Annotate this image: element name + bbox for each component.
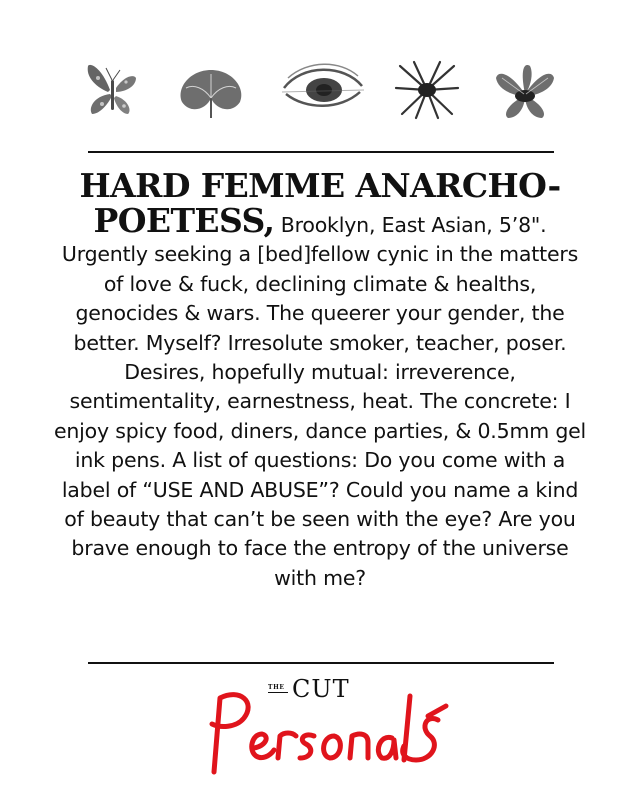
bottom-divider [88, 662, 554, 664]
butterfly-icon [80, 58, 146, 122]
personal-ad-text [50, 166, 590, 593]
eye-icon [278, 58, 368, 122]
icon-row [80, 58, 560, 122]
top-divider [88, 151, 554, 153]
cut-label: CUT [292, 675, 350, 703]
ad-body: Brooklyn, East Asian, 5’8". Urgently seeking a [bed]fellow cynic in the matters of love & fuck, declining climate & healths, genocides & wars. The queerer your gender, the better. Myself? Irresolute smoker, teacher, poser. Desires, hopefully mutual: irreverence, sentimentality, earnestness, heat. The concrete: I enjoy spicy food, diners, dance parties, & 0.5mm gel ink pens. A list of questions: Do you come with a label of “USE AND ABUSE”? Could you name a kind of beauty that can’t be seen with the eye? Are you brave enough to face the entropy of the universe with me? [53, 213, 587, 590]
personals-logo [200, 680, 450, 790]
leaf-icon [168, 58, 254, 122]
spider-icon [392, 58, 462, 122]
the-label: THE [268, 684, 285, 691]
flower-icon [490, 58, 560, 122]
ad-headline-line1: HARD FEMME ANARCHO- [79, 166, 561, 205]
ad-headline-line2: POETESS, [93, 201, 275, 240]
